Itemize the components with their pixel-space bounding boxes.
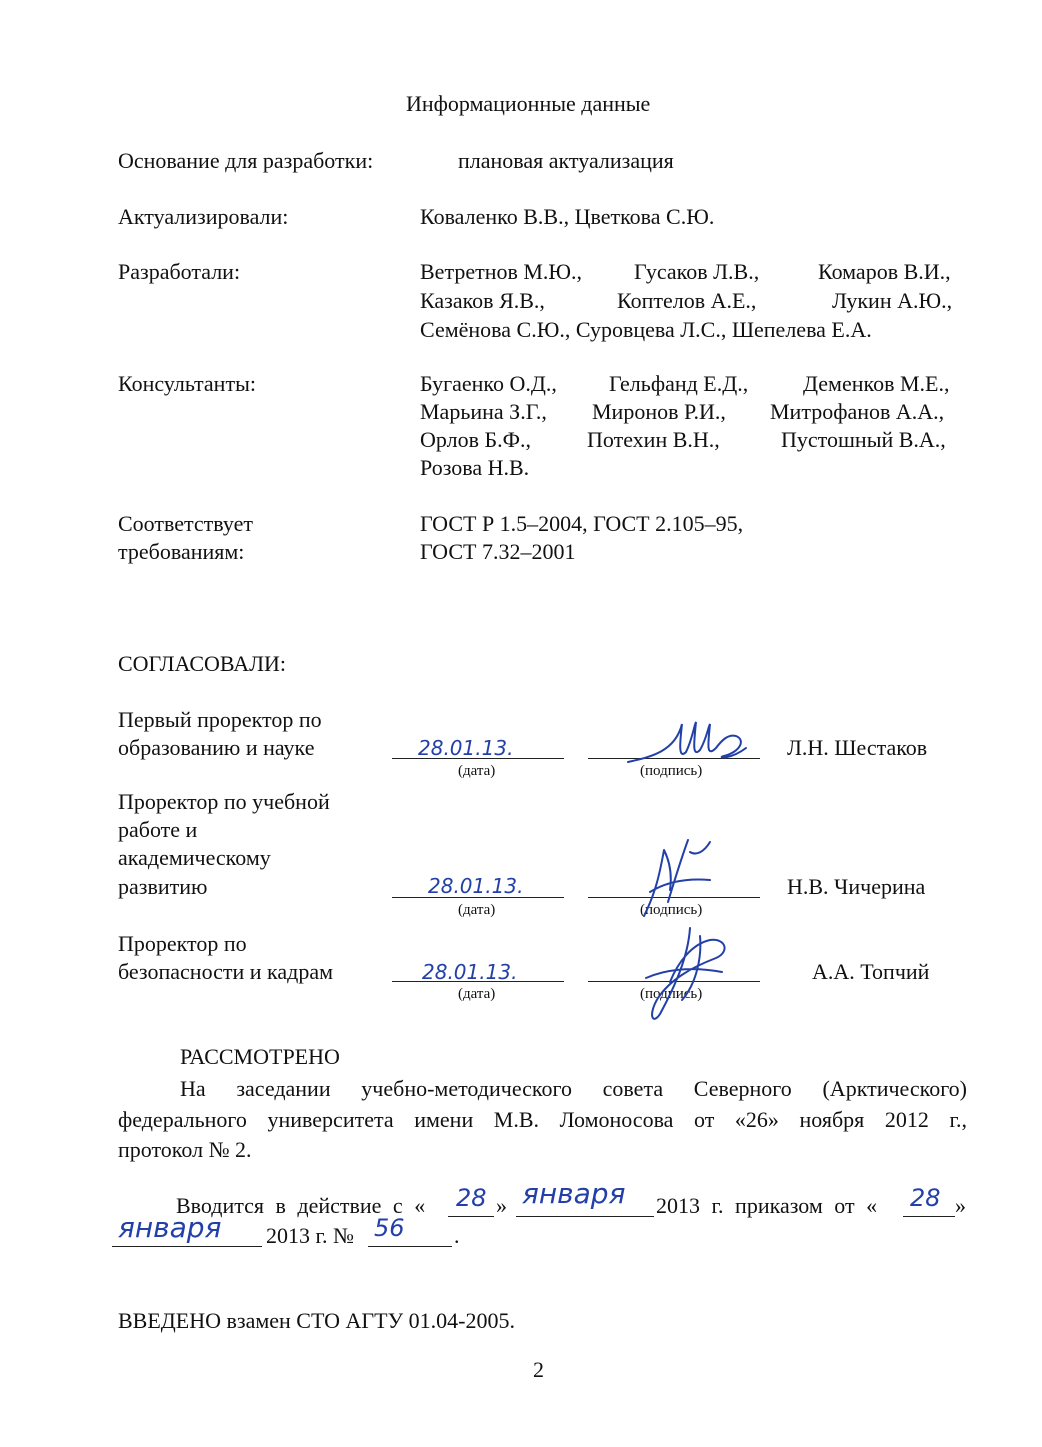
reviewed-text-line: протокол № 2. (118, 1137, 252, 1162)
compliance-label: Соответствует (118, 511, 254, 536)
date-line (392, 981, 564, 982)
developer-name: Лукин А.Ю., (832, 288, 953, 313)
approver-name: Н.В. Чичерина (787, 874, 926, 899)
compliance-value: ГОСТ 7.32–2001 (420, 539, 576, 564)
enacted-prefix: Вводится в действие с « (176, 1193, 426, 1218)
basis-label: Основание для разработки: (118, 148, 374, 173)
order-month: января (118, 1211, 222, 1244)
reviewed-text-line: На заседании учебно-методического совета Северного (Арктического) (180, 1076, 967, 1101)
consultant-name: Гельфанд Е.Д., (609, 371, 749, 396)
approver-position: безопасности и кадрам (118, 959, 334, 984)
order-day: 28 (910, 1184, 941, 1212)
developer-name: Казаков Я.В., (420, 288, 545, 313)
developed-label: Разработали: (118, 259, 241, 284)
page-title: Информационные данные (406, 91, 651, 116)
approval-heading: СОГЛАСОВАЛИ: (118, 651, 286, 676)
actualized-label: Актуализировали: (118, 204, 289, 229)
date-caption: (дата) (458, 763, 496, 779)
enacted-day: 28 (456, 1184, 487, 1212)
approver-position: академическому (118, 845, 271, 870)
developer-name: Ветретнов М.Ю., (420, 259, 583, 284)
consultants-label: Консультанты: (118, 371, 256, 396)
order-end: . (454, 1223, 460, 1248)
approval-date: 28.01.13. (422, 960, 518, 984)
developer-names-last: Семёнова С.Ю., Суровцева Л.С., Шепелева Е.А. (420, 317, 872, 342)
consultant-name: Пустошный В.А., (781, 427, 946, 452)
basis-value: плановая актуализация (458, 148, 674, 173)
consultant-name: Орлов Б.Ф., (420, 427, 531, 452)
order-number: 56 (374, 1214, 405, 1242)
developer-name: Комаров В.И., (818, 259, 951, 284)
consultant-name: Марьина З.Г., (420, 399, 547, 424)
approver-position: Проректор по (118, 931, 247, 956)
signature-image (620, 712, 760, 782)
order-day-line (903, 1216, 955, 1217)
consultant-name: Розова Н.В. (420, 455, 530, 480)
consultant-name: Митрофанов А.А., (770, 399, 945, 424)
date-line (392, 758, 564, 759)
order-number-line (368, 1246, 452, 1247)
actualized-value: Коваленко В.В., Цветкова С.Ю. (420, 204, 715, 229)
reviewed-heading: РАССМОТРЕНО (180, 1044, 340, 1069)
signature-caption: (подпись) (640, 763, 703, 779)
approver-name: Л.Н. Шестаков (787, 735, 928, 760)
signature-image (630, 918, 740, 1028)
consultant-name: Бугаенко О.Д., (420, 371, 557, 396)
approver-position: Первый проректор по (118, 707, 322, 732)
developer-name: Гусаков Л.В., (634, 259, 760, 284)
order-quote: » (955, 1193, 966, 1218)
approver-position: развитию (118, 874, 208, 899)
order-year: 2013 г. № (266, 1223, 355, 1248)
date-caption: (дата) (458, 986, 496, 1002)
enacted-day-line (448, 1216, 494, 1217)
enacted-quote: » (496, 1193, 507, 1218)
consultant-name: Потехин В.Н., (587, 427, 720, 452)
developer-name: Коптелов А.Е., (617, 288, 757, 313)
approver-position: работе и (118, 817, 198, 842)
enacted-month: января (522, 1177, 626, 1210)
approval-date: 28.01.13. (418, 736, 514, 760)
enacted-mid: 2013 г. приказом от « (656, 1193, 878, 1218)
order-month-line (112, 1246, 262, 1247)
approver-position: Проректор по учебной (118, 789, 330, 814)
compliance-value: ГОСТ Р 1.5–2004, ГОСТ 2.105–95, (420, 511, 744, 536)
consultant-name: Миронов Р.И., (592, 399, 726, 424)
page-number: 2 (533, 1357, 544, 1382)
enacted-month-line (516, 1216, 654, 1217)
approver-position: образованию и науке (118, 735, 315, 760)
compliance-label: требованиям: (118, 539, 245, 564)
signature-caption: (подпись) (640, 986, 703, 1002)
approval-date: 28.01.13. (428, 874, 524, 898)
signature-caption: (подпись) (640, 902, 703, 918)
reviewed-text-line: федерального университета имени М.В. Ломоносова от «26» ноября 2012 г., (118, 1107, 967, 1132)
date-caption: (дата) (458, 902, 496, 918)
approver-name: А.А. Топчий (812, 959, 930, 984)
date-line (392, 897, 564, 898)
introduced-text: ВВЕДЕНО взамен СТО АГТУ 01.04-2005. (118, 1308, 515, 1333)
consultant-name: Деменков М.Е., (803, 371, 950, 396)
signature-image (630, 832, 740, 922)
